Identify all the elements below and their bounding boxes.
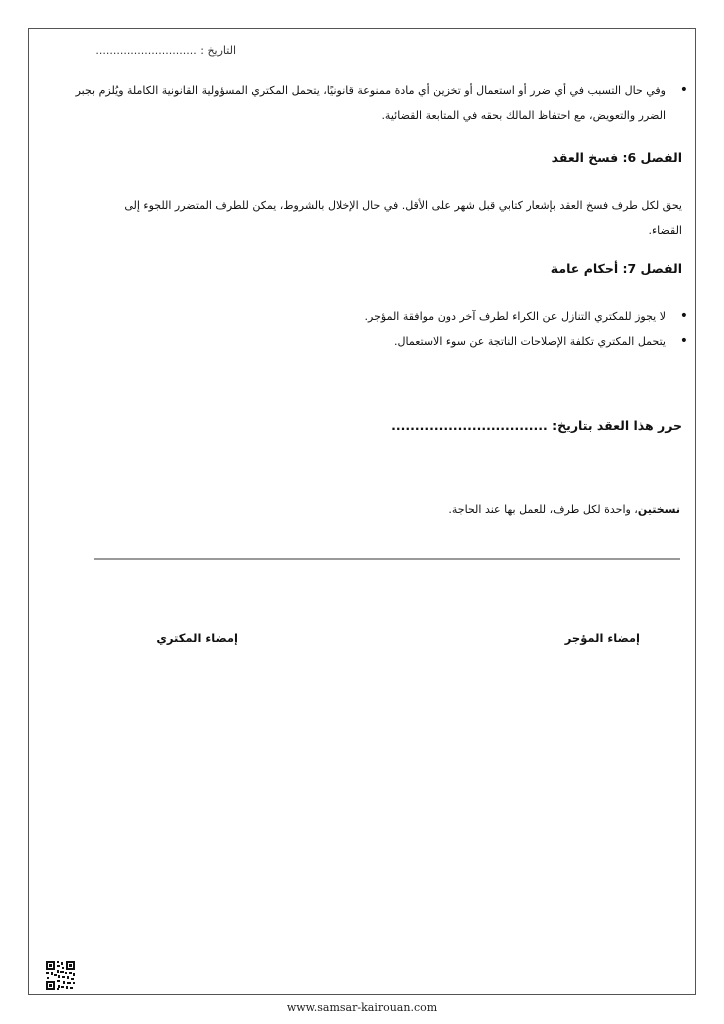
- section6-body: يحق لكل طرف فسخ العقد بإشعار كتابي قبل شهر على الأقل. في حال الإخلال بالشروط، يمكن للطرف المتضرر اللجوء إلى القضاء.: [124, 199, 682, 237]
- footer-website: www.samsar-kairouan.com: [286, 1001, 438, 1014]
- tenant-signature-label: إمضاء المكتري: [156, 631, 238, 645]
- section7-bullets: [66, 304, 688, 354]
- landlord-signature-label: إمضاء المؤجر: [564, 631, 640, 645]
- copies-note: [80, 503, 680, 516]
- date-line: التاريخ : .............................: [95, 44, 236, 57]
- qr-code-icon: [45, 960, 76, 991]
- list-item: • يتحمل المكتري تكلفة الإصلاحات الناتجة عن سوء الاستعمال.: [66, 329, 666, 354]
- list-item: • لا يجوز للمكتري التنازل عن الكراء لطرف آخر دون موافقة المؤجر.: [66, 304, 666, 329]
- contract-date-line: حرر هذا العقد بتاريخ: .................................: [391, 418, 682, 433]
- divider: [94, 558, 680, 560]
- list-item: • وفي حال التسبب في أي ضرر أو استعمال أو تخزين أي مادة ممنوعة قانونيًا، يتحمل المكتري المسؤولية القانونية الكاملة ويُلزم بجبر الضرر والتعويض، مع احتفاظ المالك بحقه في المتابعة القضائية.: [66, 78, 666, 128]
- section6-heading: الفصل 6: فسخ العقد: [551, 150, 682, 165]
- section5-bullets: [66, 78, 688, 128]
- copies-text: ، واحدة لكل طرف، للعمل بها عند الحاجة.: [448, 503, 638, 516]
- copies-count: نسختين: [637, 503, 680, 516]
- section7-heading: الفصل 7: أحكام عامة: [550, 261, 682, 276]
